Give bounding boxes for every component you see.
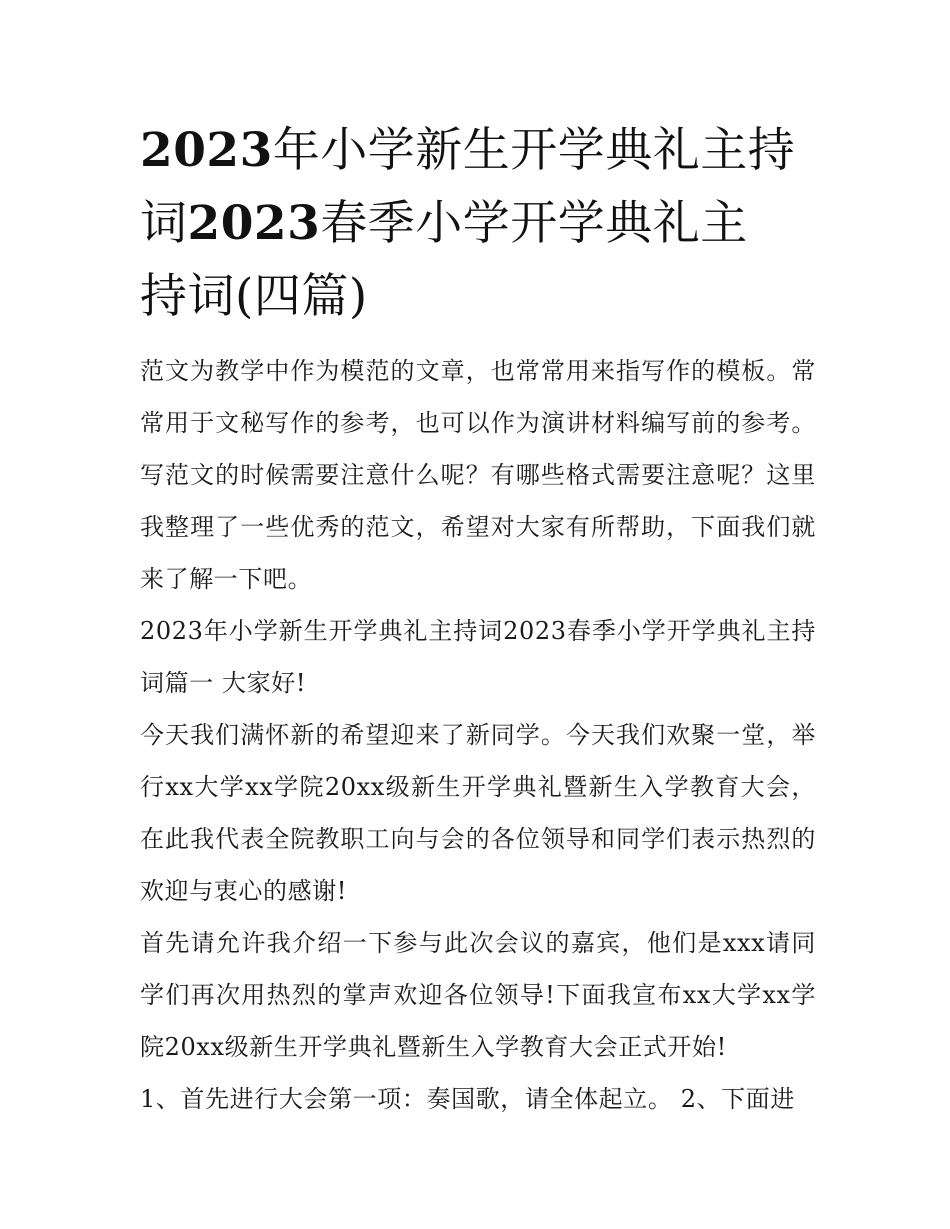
title-line-3 — [140, 260, 816, 333]
document-body — [140, 114, 816, 1125]
title-line-1 — [140, 114, 816, 187]
title-line-2 — [140, 187, 816, 260]
intro-paragraph: 范文为教学中作为模范的文章，也常常用来指写作的模板。常常用于文秘写作的参考，也可以作为演讲材料编写前的参考。写范文的时候需要注意什么呢？有哪些格式需要注意呢？这里我整理了一些优秀的范文，希望对大家有所帮助，下面我们就来了解一下吧。 — [140, 357, 816, 593]
title-year: 2023 — [187, 196, 321, 251]
title-text: 持词(四篇) — [140, 269, 368, 324]
document-title — [140, 114, 816, 333]
title-text: 年小学新生开学典礼主持 — [272, 123, 796, 178]
agenda-paragraph: 1、首先进行大会第一项：奏国歌，请全体起立。 2、下面进 — [140, 1085, 795, 1113]
title-year: 2023 — [140, 123, 273, 178]
title-text: 词 — [140, 196, 188, 251]
guests-paragraph: 首先请允许我介绍一下参与此次会议的嘉宾，他们是xxx请同学们再次用热烈的掌声欢迎各位领导!下面我宣布xx大学xx学院20xx级新生开学典礼暨新生入学教育大会正式开始! — [140, 929, 816, 1061]
welcome-paragraph: 今天我们满怀新的希望迎来了新同学。今天我们欢聚一堂，举行xx大学xx学院20xx级新生开学典礼暨新生入学教育大会，在此我代表全院教职工向与会的各位领导和同学们表示热烈的欢迎与衷心的感谢! — [140, 721, 816, 905]
section-heading-paragraph: 2023年小学新生开学典礼主持词2023春季小学开学典礼主持词篇一 大家好! — [140, 617, 816, 697]
title-text: 春季小学开学典礼主 — [320, 196, 748, 251]
